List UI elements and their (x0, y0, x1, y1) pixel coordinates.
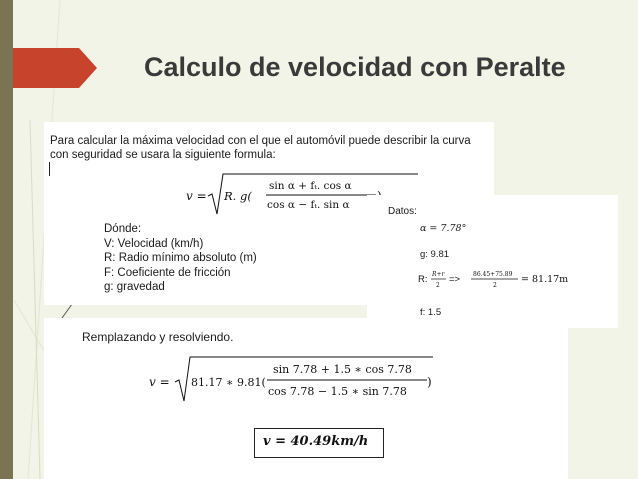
radius-arrow: => (449, 274, 461, 285)
formula-lhs: v = (186, 189, 207, 203)
radius-calculation (418, 267, 613, 291)
data-panel (367, 195, 618, 328)
result-value: v = 40.49km/h (263, 434, 369, 449)
radius-label: R: (418, 274, 428, 285)
definition-item: R: Radio mínimo absoluto (m) (104, 252, 257, 264)
gravity-value: g: 9.81 (420, 249, 450, 260)
definition-item: g: gravedad (104, 281, 165, 293)
data-header: Datos: (388, 206, 417, 217)
radius-calc-num: 86.45+75.89 (473, 271, 513, 278)
formula-numerator: sin α + fₜ. cos α (269, 180, 352, 192)
alpha-value: α = 7.78° (420, 223, 467, 234)
definitions-header: Dónde: (104, 223, 142, 235)
friction-value: f: 1.5 (420, 307, 442, 318)
title-arrow-icon (13, 48, 97, 88)
solution-panel (44, 318, 568, 479)
radius-calc-den: 2 (493, 282, 497, 289)
solution-suffix: ) (427, 375, 432, 389)
radius-frac-den: 2 (436, 282, 440, 289)
solution-denominator: cos 7.78 − 1.5 ∗ sin 7.78 (268, 385, 407, 398)
text-cursor (49, 162, 50, 176)
formula-denominator: cos α − fₜ. sin α (267, 199, 350, 211)
page-title: Calculo de velocidad con Peralte (144, 52, 566, 82)
solution-numerator: sin 7.78 + 1.5 ∗ cos 7.78 (273, 363, 412, 376)
radius-frac-num: R+r (432, 271, 445, 278)
substituted-formula (149, 354, 439, 404)
definition-item: V: Velocidad (km/h) (104, 237, 204, 250)
solution-prefix: 81.17 ∗ 9.81( (191, 376, 266, 389)
solution-lhs: v = (149, 375, 170, 389)
result-box (254, 428, 384, 458)
solution-header: Remplazando y resolviendo. (82, 330, 234, 344)
radius-result: = 81.17m (521, 274, 569, 285)
formula-prefix: R. g( (224, 189, 252, 203)
definition-item: F: Coeficiente de fricción (104, 266, 231, 279)
intro-text: Para calcular la máxima velocidad con el que el automóvil puede describir la curva con seguridad se usara la siguiente formula: (50, 135, 471, 161)
definitions-list (104, 222, 257, 295)
